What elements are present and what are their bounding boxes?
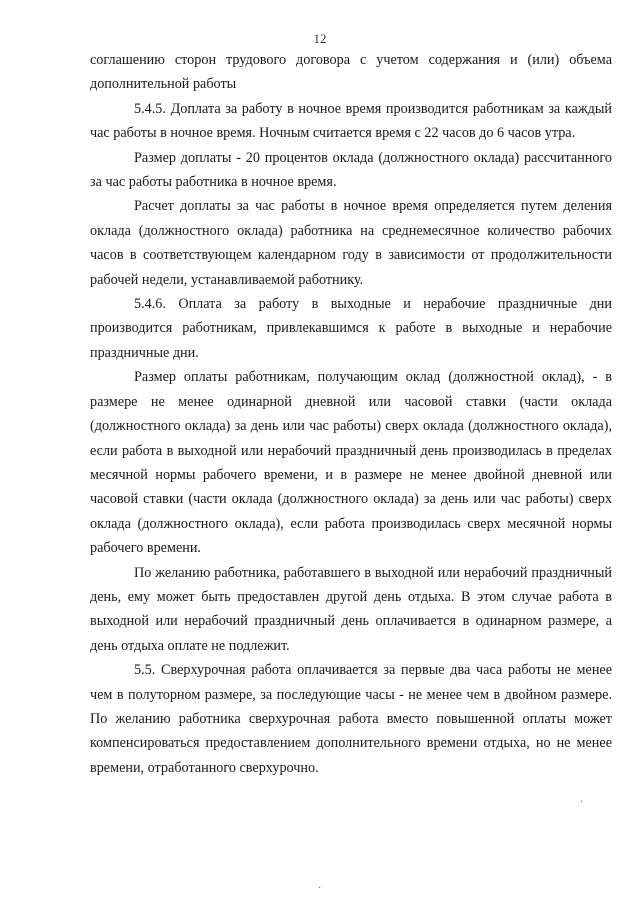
scan-speck: · xyxy=(580,797,584,808)
paragraph: По желанию работника, работавшего в выходной или нерабочий праздничный день, ему может быть предоставлен другой день отдыха. В этом случае работа в выходной или нерабочий праздничный день оплачивается в одинарном размере, а день отдыха оплате не подлежит. xyxy=(90,564,612,654)
page-number: 12 xyxy=(313,31,327,46)
paragraph: соглашению сторон трудового договора с учетом содержания и (или) объема дополнительной работы xyxy=(90,52,612,93)
paragraph: 5.4.6. Оплата за работу в выходные и нерабочие праздничные дни производится работникам, привлекавшимся к работе в выходные и нерабочие праздничные дни. xyxy=(90,296,612,361)
paragraph: 5.4.5. Доплата за работу в ночное время производится работникам за каждый час работы в ночное время. Ночным считается время с 22 часов до 6 часов утра. xyxy=(90,100,612,142)
paragraph: Расчет доплаты за час работы в ночное время определяется путем деления оклада (должностного оклада) работника на среднемесячное количество рабочих часов в соответствующем календарном году в зависимости от продолжительности рабочей недели, устанавливаемой работнику. xyxy=(90,198,612,288)
scan-speck: · xyxy=(318,883,322,894)
paragraph: 5.5. Сверхурочная работа оплачивается за первые два часа работы не менее чем в полуторном размере, за последующие часы - не менее чем в двойном размере. По желанию работника сверхурочная работа вместо повышенной оплаты может компенсироваться предоставлением дополнительного времени отдыха, но не менее времени, отработанного сверхурочно. xyxy=(90,662,612,776)
document-body xyxy=(90,48,612,780)
paragraph: Размер доплаты - 20 процентов оклада (должностного оклада) рассчитанного за час работы работника в ночное время. xyxy=(90,149,612,191)
paragraph: Размер оплаты работникам, получающим оклад (должностной оклад), - в размере не менее одинарной дневной или часовой ставки (части оклада (должностного оклада) за день или час работы) сверх оклада (должностного оклада), если работа в выходной или нерабочий праздничный день производилась в пределах месячной нормы рабочего времени, и в размере не менее двойной дневной или часовой ставки (части оклада (должностного оклада) за день или час работы) сверх оклада (должностного оклада), если работа производилась сверх месячной нормы рабочего времени. xyxy=(90,369,612,557)
